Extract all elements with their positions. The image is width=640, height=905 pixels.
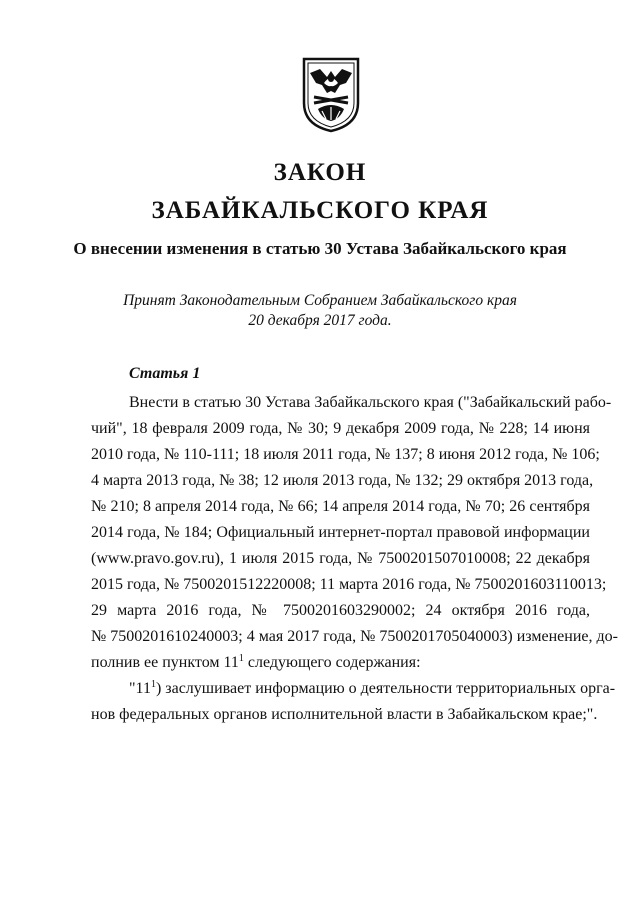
quoted-item-superscript: 1 [150, 679, 156, 690]
amendment-text-after: следующего содержания: [243, 654, 421, 671]
article-text-line: № 7500201610240003; 4 мая 2017 года, № 7500201705040003) изменение, до- [91, 628, 618, 645]
amendment-text-before: полнив ее пунктом 11 [91, 654, 239, 671]
quoted-item-text: ) заслушивает информацию о деятельности территориальных орга- [155, 680, 616, 697]
article-text-line: 2015 года, № 7500201512220008; 11 марта 2016 года, № 7500201603110013; [91, 576, 607, 593]
coat-of-arms-emblem [300, 57, 362, 133]
adoption-note [0, 291, 640, 331]
adoption-note-line: Принят Законодательным Собранием Забайкальского края [123, 292, 517, 309]
article-text-line: 2010 года, № 110-111; 18 июля 2011 года, № 137; 8 июня 2012 года, № 106; [91, 446, 600, 463]
article-heading: Статья 1 [129, 365, 201, 382]
article-text-line: 4 марта 2013 года, № 38; 12 июля 2013 года, № 132; 29 октября 2013 года, [91, 472, 594, 489]
article-text-line: чий", 18 февраля 2009 года, № 30; 9 декабря 2009 года, № 228; 14 июня [91, 420, 590, 437]
quoted-item-number: "11 [129, 680, 151, 697]
law-region-title: ЗАБАЙКАЛЬСКОГО КРАЯ [151, 197, 489, 224]
article-text-line: № 210; 8 апреля 2014 года, № 66; 14 апреля 2014 года, № 70; 26 сентября [91, 498, 590, 515]
quoted-item-line [129, 679, 616, 699]
quoted-item-line-end: нов федеральных органов исполнительной власти в Забайкальском крае;". [91, 706, 598, 723]
law-title: ЗАКОН [273, 159, 367, 186]
article-text-line: Внести в статью 30 Устава Забайкальского края ("Забайкальский рабо- [129, 394, 612, 411]
article-text-line: (www.pravo.gov.ru), 1 июля 2015 года, № 7500201507010008; 22 декабря [91, 550, 590, 567]
adoption-date: 20 декабря 2017 года. [248, 312, 392, 329]
article-text-line: 29 марта 2016 года, № 7500201603290002; 24 октября 2016 года, [91, 602, 590, 619]
article-text-line: 2014 года, № 184; Официальный интернет-портал правовой информации [91, 524, 590, 541]
law-subtitle: О внесении изменения в статью 30 Устава Забайкальского края [73, 239, 567, 258]
amendment-superscript: 1 [238, 653, 244, 664]
article-text-line-amendment [91, 653, 590, 673]
